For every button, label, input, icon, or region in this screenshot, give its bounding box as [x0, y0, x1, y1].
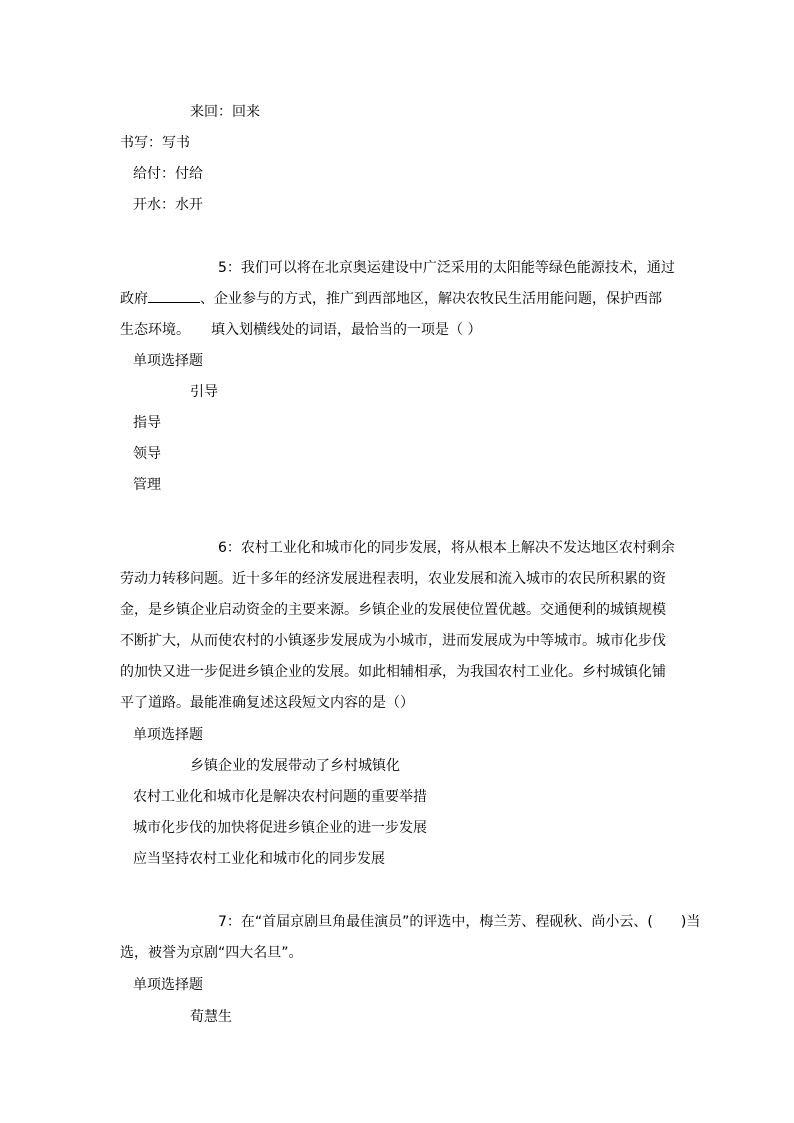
q5-text — [120, 290, 662, 308]
option[interactable]: 荀慧生 — [190, 1009, 232, 1025]
q7-text: 7：在“首届京剧旦角最佳演员”的评选中，梅兰芳、程砚秋、尚小云、( )当 — [218, 914, 701, 930]
option[interactable]: 城市化步伐的加快将促进乡镇企业的进一步发展 — [133, 820, 427, 836]
answer-line: 给付：付给 — [133, 166, 203, 182]
option[interactable]: 指导 — [133, 415, 161, 431]
option[interactable]: 农村工业化和城市化是解决农村问题的重要举措 — [133, 789, 427, 805]
option[interactable]: 应当坚持农村工业化和城市化的同步发展 — [133, 851, 385, 867]
answer-line: 开水：水开 — [133, 197, 203, 213]
fill-blank — [148, 290, 200, 303]
question-type: 单项选择题 — [133, 727, 203, 743]
q6-text: 6：农村工业化和城市化的同步发展，将从根本上解决不发达地区农村剩余 — [218, 540, 675, 556]
q7-text: 选，被誉为京剧“四大名旦”。 — [120, 945, 303, 961]
q5-text-post: 、企业参与的方式，推广到西部地区，解决农牧民生活用能问题，保护西部 — [200, 291, 662, 307]
question-type: 单项选择题 — [133, 353, 203, 369]
answer-line: 来回：回来 — [190, 104, 260, 120]
q6-text: 的加快又进一步促进乡镇企业的发展。如此相辅相承，为我国农村工业化。乡村城镇化铺 — [120, 664, 666, 680]
q6-text: 金，是乡镇企业启动资金的主要来源。乡镇企业的发展使位置优越。交通便利的城镇规模 — [120, 602, 666, 618]
option[interactable]: 管理 — [133, 477, 161, 493]
option[interactable]: 乡镇企业的发展带动了乡村城镇化 — [190, 758, 400, 774]
option[interactable]: 引导 — [190, 384, 218, 400]
question-type: 单项选择题 — [133, 977, 203, 993]
q6-text: 劳动力转移问题。近十多年的经济发展进程表明，农业发展和流入城市的农民所积累的资 — [120, 571, 666, 587]
q5-text: 5：我们可以将在北京奥运建设中广泛采用的太阳能等绿色能源技术，通过 — [218, 260, 675, 276]
q6-text: 不断扩大，从而使农村的小镇逐步发展成为小城市，进而发展成为中等城市。城市化步伐 — [120, 633, 666, 649]
q6-text: 平了道路。最能准确复述这段短文内容的是（） — [120, 695, 414, 711]
q5-text-pre: 政府 — [120, 291, 148, 307]
answer-line: 书写：写书 — [120, 135, 190, 151]
option[interactable]: 领导 — [133, 446, 161, 462]
q5-text: 生态环境。 填入划横线处的词语，最恰当的一项是（ ） — [120, 322, 482, 338]
